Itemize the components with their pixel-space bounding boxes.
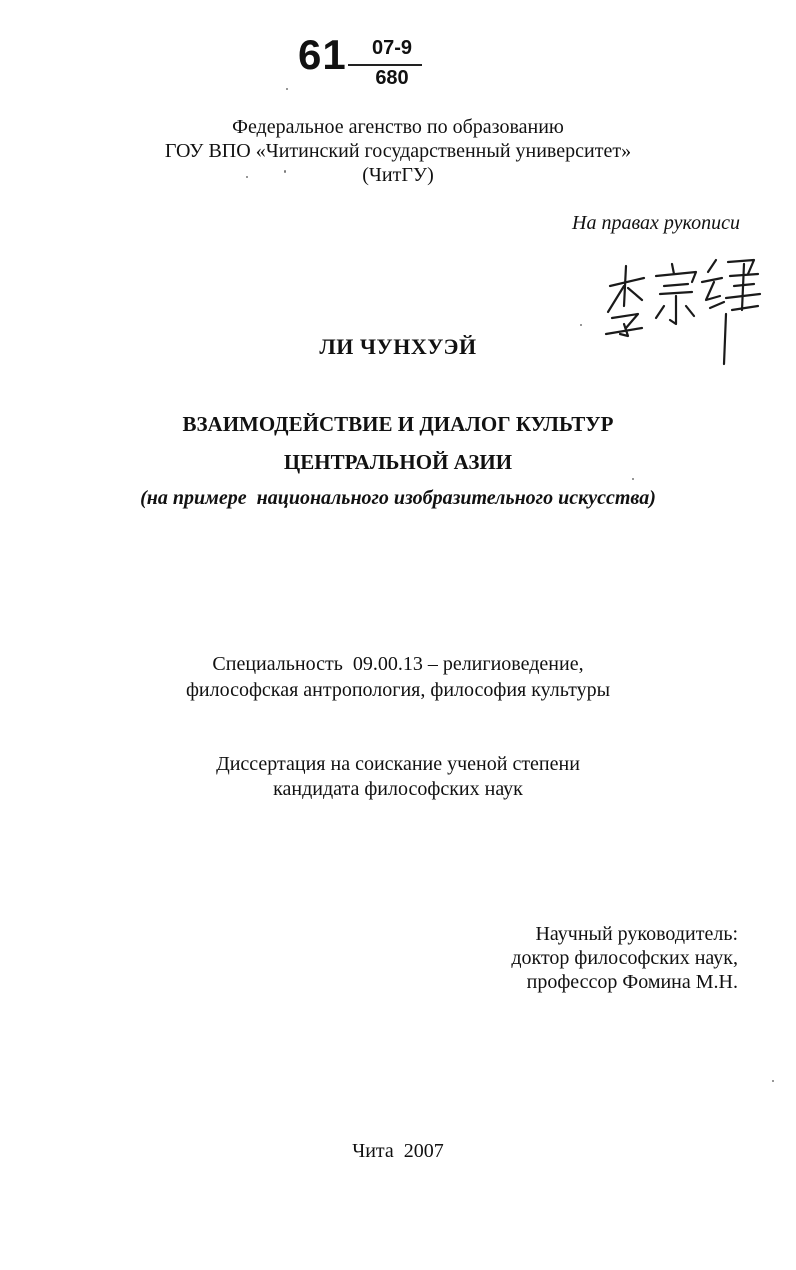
catalog-fraction-line bbox=[348, 64, 422, 66]
university-abbreviation: (ЧитГУ) bbox=[362, 164, 434, 186]
scan-speck bbox=[772, 1080, 774, 1082]
supervisor-name: профессор Фомина М.Н. bbox=[526, 971, 738, 993]
specialty-line-1: Специальность 09.00.13 – религиоведение, bbox=[212, 653, 584, 675]
scan-speck bbox=[284, 170, 286, 173]
scan-speck bbox=[286, 88, 288, 90]
dissertation-title-line-2: ЦЕНТРАЛЬНОЙ АЗИИ bbox=[283, 450, 513, 474]
dissertation-subtitle: (на примере национального изобразительного искусства) bbox=[140, 487, 656, 509]
catalog-numerator: 07-9 bbox=[371, 37, 413, 59]
catalog-number: 61 bbox=[298, 31, 347, 78]
scan-speck bbox=[580, 324, 582, 326]
author-name: ЛИ ЧУНХУЭЙ bbox=[319, 334, 477, 359]
university-name: ГОУ ВПО «Читинский государственный университет» bbox=[164, 140, 632, 162]
manuscript-rights-note: На правах рукописи bbox=[572, 212, 740, 234]
agency-name: Федеральное агенство по образованию bbox=[232, 116, 564, 138]
scan-speck bbox=[246, 176, 248, 178]
supervisor-degree: доктор философских наук, bbox=[511, 947, 738, 969]
place-and-year: Чита 2007 bbox=[352, 1140, 444, 1162]
degree-statement-line-1: Диссертация на соискание ученой степени bbox=[216, 753, 580, 775]
dissertation-title-line-1: ВЗАИМОДЕЙСТВИЕ И ДИАЛОГ КУЛЬТУР bbox=[182, 412, 614, 436]
degree-statement-line-2: кандидата философских наук bbox=[273, 778, 523, 800]
catalog-denominator: 680 bbox=[375, 67, 409, 89]
supervisor-label: Научный руководитель: bbox=[535, 923, 738, 945]
scan-speck bbox=[632, 478, 634, 480]
specialty-line-2: философская антропология, философия культуры bbox=[185, 679, 611, 701]
